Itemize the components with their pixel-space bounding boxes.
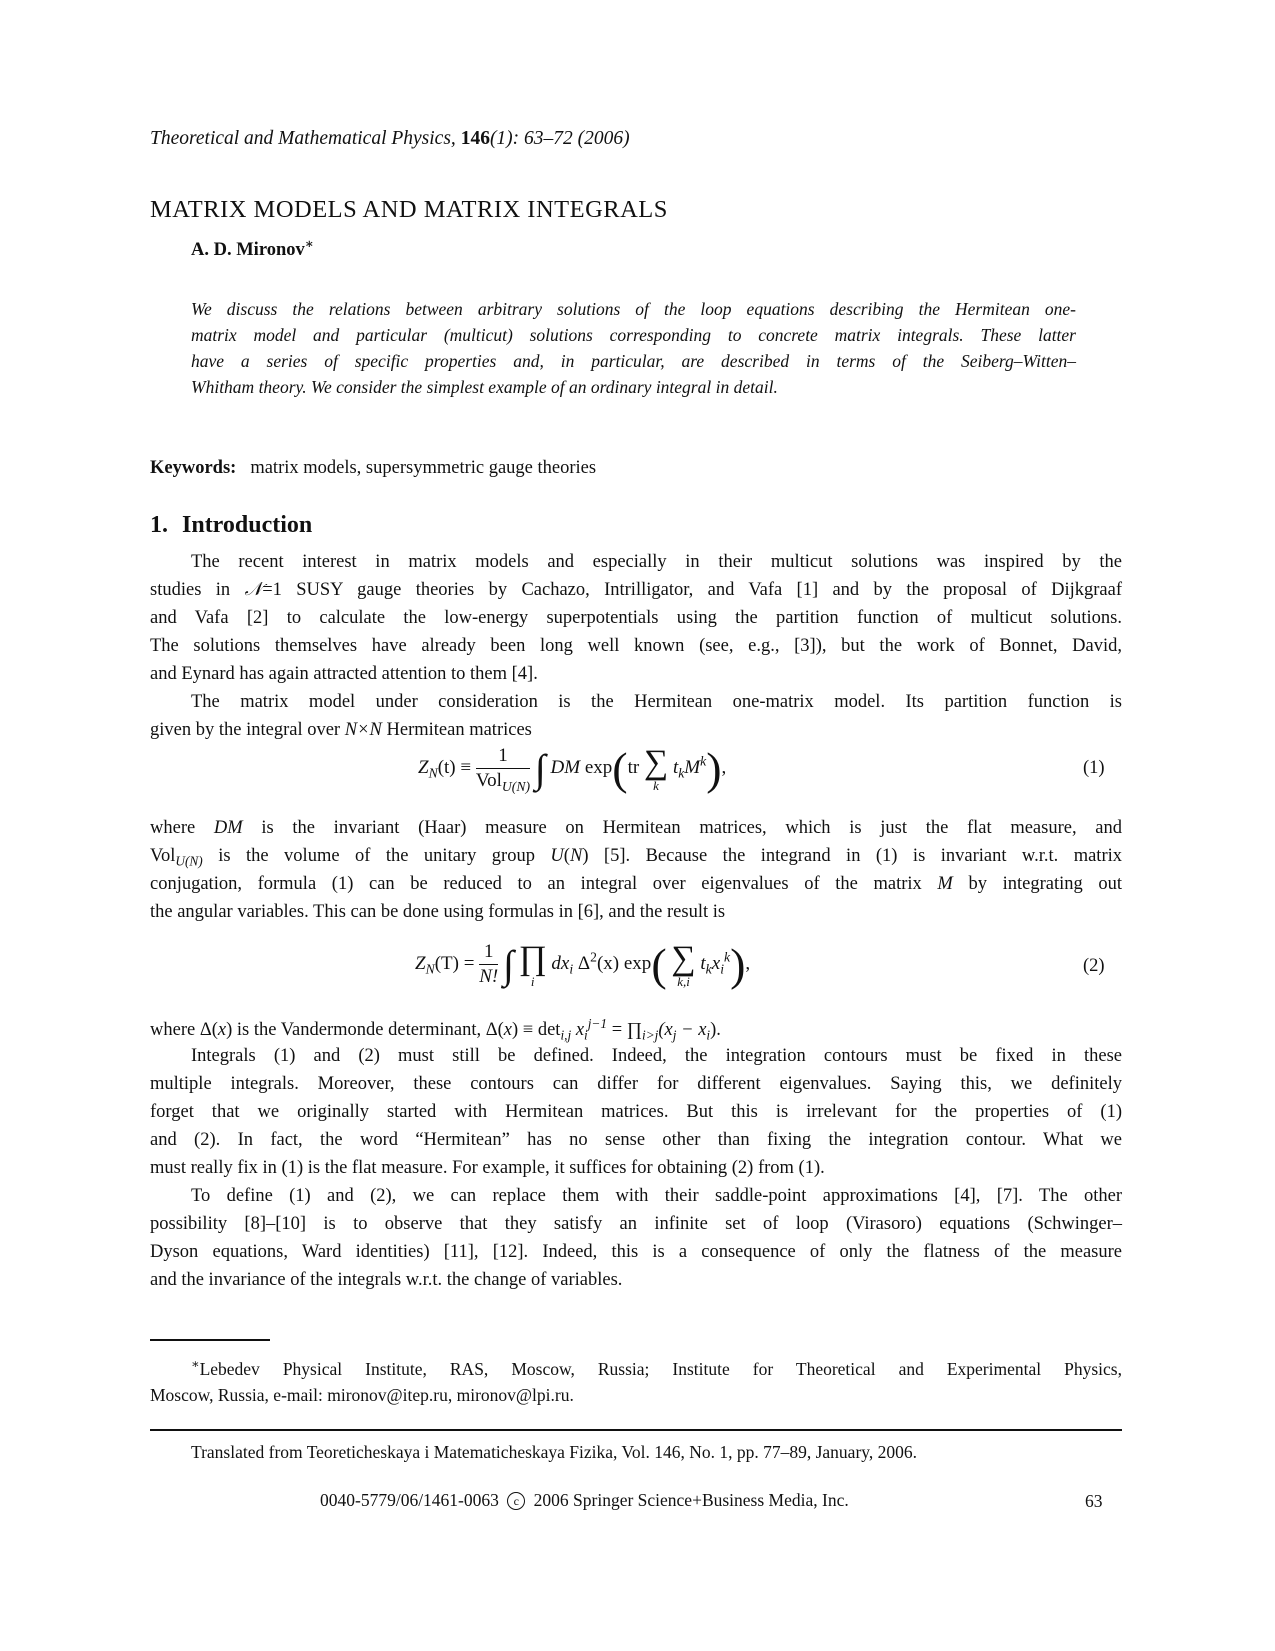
para6-line-3: Dyson equations, Ward identities) [11], [12]. Indeed, this is a consequence of only the flatness of the measure: [150, 1242, 1122, 1262]
para3-l2-a: Vol: [150, 846, 176, 866]
para2-line-1: The matrix model under consideration is the Hermitean one-matrix model. Its partition function is: [191, 692, 1122, 712]
eq2-numerator: 1: [479, 940, 498, 965]
p4-j: = ∏: [607, 1020, 642, 1040]
para5-line-4: and (2). In fact, the word “Hermitean” has no sense other than fixing the integration contour. What we: [150, 1130, 1122, 1150]
footnote-line-1-text: Lebedev Physical Institute, RAS, Moscow, Russia; Institute for Theoretical and Experimental Physics,: [199, 1359, 1122, 1379]
eq2-sum-limit: k,i: [677, 973, 690, 989]
eq2-sum: [671, 939, 696, 989]
footnote-mark: ∗: [191, 1357, 200, 1372]
p4-h: i: [584, 1027, 588, 1043]
journal-citation: [150, 128, 630, 150]
eq1-fraction: [476, 744, 530, 793]
eq1-denominator: [476, 769, 530, 793]
eq1-lhs-arg: (t) ≡: [437, 756, 472, 778]
author-text: A. D. Mironov: [191, 240, 305, 260]
eq1-exp: exp: [584, 756, 613, 778]
para3-line-4: the angular variables. This can be done using formulas in [6], and the result is: [150, 902, 726, 922]
p4-e: ) ≡ det: [512, 1020, 561, 1040]
bottom-rule: [150, 1429, 1122, 1431]
section-title: Introduction: [182, 512, 313, 538]
para3-l1-b: is the invariant (Haar) measure on Hermitean matrices, which is just the flat measure, and: [242, 818, 1122, 838]
p4-l: (x: [658, 1020, 673, 1040]
para3-line-3: [150, 870, 1122, 899]
eq2-integral-sign: ∫: [502, 942, 514, 987]
para5-line-5: must really fix in (1) is the flat measure. For example, it suffices for obtaining (2) from (1).: [150, 1158, 825, 1178]
para3-l2-math-u: U: [550, 846, 564, 866]
para3-l2-c: (: [563, 846, 570, 866]
eq2-den-text: N!: [479, 966, 499, 987]
eq1-integral-sign: ∫: [534, 746, 546, 791]
eq2-left-paren: (: [651, 939, 667, 990]
para2-line-2-b: Hermitean matrices: [381, 720, 532, 740]
keywords: [150, 458, 596, 479]
p4-i: j−1: [587, 1015, 608, 1031]
copyright-code: 0040-5779/06/1461-0063: [320, 1490, 499, 1510]
journal-name: Theoretical and Mathematical Physics,: [150, 128, 456, 149]
eq2-lhs-sub: N: [425, 961, 435, 977]
para3-l1-a: where: [150, 818, 214, 838]
paper-title: MATRIX MODELS AND MATRIX INTEGRALS: [150, 196, 668, 223]
para3-line-1: [150, 814, 1122, 843]
para3-l2-b: is the volume of the unitary group: [202, 846, 551, 866]
eq1-den-text: Vol: [475, 770, 502, 791]
equation-2: [415, 938, 750, 991]
eq2-delta-arg: (x) exp: [596, 952, 652, 974]
equation-1-number: (1): [1083, 758, 1105, 778]
eq1-term-sub: k: [678, 765, 685, 781]
author-footnote-mark: ∗: [304, 235, 314, 251]
para1-line-2-symbol: 𝒩: [244, 580, 263, 600]
section-number: 1.: [150, 512, 168, 538]
para3-line-2: [150, 842, 1122, 871]
eq1-left-paren: (: [612, 743, 628, 794]
p4-o: i: [706, 1027, 711, 1043]
abstract-line-1: We discuss the relations between arbitrary solutions of the loop equations describing the Hermitean one-: [191, 299, 1076, 319]
para3-l3-math: M: [937, 874, 953, 894]
journal-issue-pages: (1): 63–72 (2006): [489, 128, 630, 149]
eq1-lhs-sub: N: [428, 765, 438, 781]
para5-line-1: Integrals (1) and (2) must still be defined. Indeed, the integration contours must be fixed in these: [191, 1046, 1122, 1066]
eq1-trailing-comma: ,: [721, 756, 727, 778]
eq1-term-t: t: [672, 756, 679, 778]
para6-line-1: To define (1) and (2), we can replace them with their saddle-point approximations [4], [7]. The other: [191, 1186, 1122, 1206]
eq1-den-sub: U(N): [501, 778, 531, 794]
eq1-lhs: Z: [418, 756, 429, 778]
eq2-dx-sub: i: [569, 961, 574, 977]
p4-p: ).: [710, 1020, 721, 1040]
p4-d: x: [503, 1020, 512, 1040]
abstract-line-3: have a series of specific properties and, in particular, are described in terms of the Seiberg–Witten–: [191, 351, 1076, 371]
keywords-text: matrix models, supersymmetric gauge theories: [250, 458, 597, 478]
eq2-product-symbol: ∏: [518, 939, 547, 977]
copyright-line: [320, 1490, 849, 1511]
p4-g: x: [571, 1020, 585, 1040]
eq1-numerator: 1: [476, 744, 530, 769]
para1-line-5: and Eynard has again attracted attention to them [4].: [150, 664, 538, 684]
eq2-delta-sup: 2: [590, 949, 597, 965]
p4-b: x: [217, 1020, 227, 1040]
abstract-line-4: Whitham theory. We consider the simplest example of an ordinary integral in detail.: [191, 377, 778, 397]
p4-n: − x: [676, 1020, 707, 1040]
p4-f: i,j: [560, 1027, 572, 1043]
para3-l1-math: DM: [213, 818, 243, 838]
eq1-right-paren: ): [706, 743, 722, 794]
para1-line-3: and Vafa [2] to calculate the low-energy superpotentials using the partition function of multicut solutions.: [150, 608, 1122, 628]
p4-c: ) is the Vandermonde determinant, Δ(: [226, 1020, 504, 1040]
eq1-sum: [643, 743, 669, 793]
eq2-term-sup: k: [724, 949, 731, 965]
eq2-product: [518, 939, 547, 989]
eq1-sum-symbol: ∑: [643, 743, 669, 781]
eq1-term-m: M: [684, 756, 701, 778]
para3-l2-sub: U(N): [175, 853, 203, 869]
journal-volume: 146: [460, 128, 490, 149]
section-heading: [150, 512, 312, 539]
eq1-sum-limit: k: [653, 777, 659, 793]
eq2-dx: dx: [551, 952, 570, 974]
para6-line-2: possibility [8]–[10] is to observe that they satisfy an infinite set of loop (Virasoro) equations (Schwinger–: [150, 1214, 1122, 1234]
abstract-line-2: matrix model and particular (multicut) solutions corresponding to concrete matrix integrals. These latter: [191, 325, 1076, 345]
eq1-term-sup: k: [700, 753, 707, 769]
eq2-delta: Δ: [577, 952, 591, 974]
equation-2-number: (2): [1083, 956, 1105, 976]
para5-line-3: forget that we originally started with Hermitean matrices. But this is irrelevant for the properties of (1): [150, 1102, 1122, 1122]
equation-1: [418, 742, 726, 795]
footnote-rule: [150, 1339, 270, 1341]
para6-line-4: and the invariance of the integrals w.r.t. the change of variables.: [150, 1270, 623, 1290]
footnote-line-1: [191, 1356, 1122, 1383]
eq1-integrand: DM: [550, 756, 581, 778]
eq2-term-sub2: i: [720, 961, 724, 977]
eq2-right-paren: ): [730, 939, 746, 990]
page-number: 63: [1085, 1491, 1103, 1511]
eq2-lhs: Z: [415, 952, 426, 974]
eq1-trace: tr: [627, 756, 640, 778]
para3-l3-b: by integrating out: [952, 874, 1122, 894]
para4-line: [150, 1016, 1122, 1045]
eq2-product-limit: i: [530, 973, 535, 989]
keywords-label: Keywords:: [150, 458, 237, 478]
para2-line-2-a: given by the integral over: [150, 720, 345, 740]
eq2-term-x: x: [711, 952, 721, 974]
eq2-sum-symbol: ∑: [671, 939, 696, 977]
eq2-term-sub: k: [705, 961, 712, 977]
footnote-line-2: Moscow, Russia, e-mail: mironov@itep.ru, mironov@lpi.ru.: [150, 1385, 574, 1405]
para2-line-2-math: N×N: [344, 720, 382, 740]
p4-a: where Δ(: [150, 1020, 218, 1040]
translation-note: Translated from Teoreticheskaya i Matematicheskaya Fizika, Vol. 146, No. 1, pp. 77–89, January, 2006.: [191, 1442, 918, 1462]
para3-l2-d: ) [5]. Because the integrand in (1) is invariant w.r.t. matrix: [582, 846, 1122, 866]
eq2-fraction: [479, 940, 498, 989]
eq2-denominator: [479, 965, 498, 989]
p4-k: i>j: [642, 1027, 659, 1043]
para1-line-2-b: =1 SUSY gauge theories by Cachazo, Intrilligator, and Vafa [1] and by the proposal of Dijkgraaf: [262, 580, 1122, 600]
para3-l2-math-n: N: [569, 846, 583, 866]
para5-line-2: multiple integrals. Moreover, these contours can differ for different eigenvalues. Saying this, we definitely: [150, 1074, 1122, 1094]
copyright-text: 2006 Springer Science+Business Media, Inc.: [533, 1490, 849, 1510]
copyright-icon: c: [507, 1492, 525, 1510]
eq2-trailing-comma: ,: [745, 952, 751, 974]
para3-l3-a: conjugation, formula (1) can be reduced to an integral over eigenvalues of the matrix: [150, 874, 938, 894]
para1-line-2-a: studies in: [150, 580, 245, 600]
para1-line-2: [150, 576, 1122, 605]
eq2-term-t: t: [700, 952, 706, 974]
para1-line-1: The recent interest in matrix models and especially in their multicut solutions was inspired by the: [191, 552, 1122, 572]
eq2-lhs-arg: (T) =: [434, 952, 475, 974]
para1-line-4: The solutions themselves have already been long well known (see, e.g., [3]), but the work of Bonnet, David,: [150, 636, 1122, 656]
p4-m: j: [672, 1027, 677, 1043]
para2-line-2: [150, 716, 1122, 745]
author-name: [191, 235, 314, 261]
